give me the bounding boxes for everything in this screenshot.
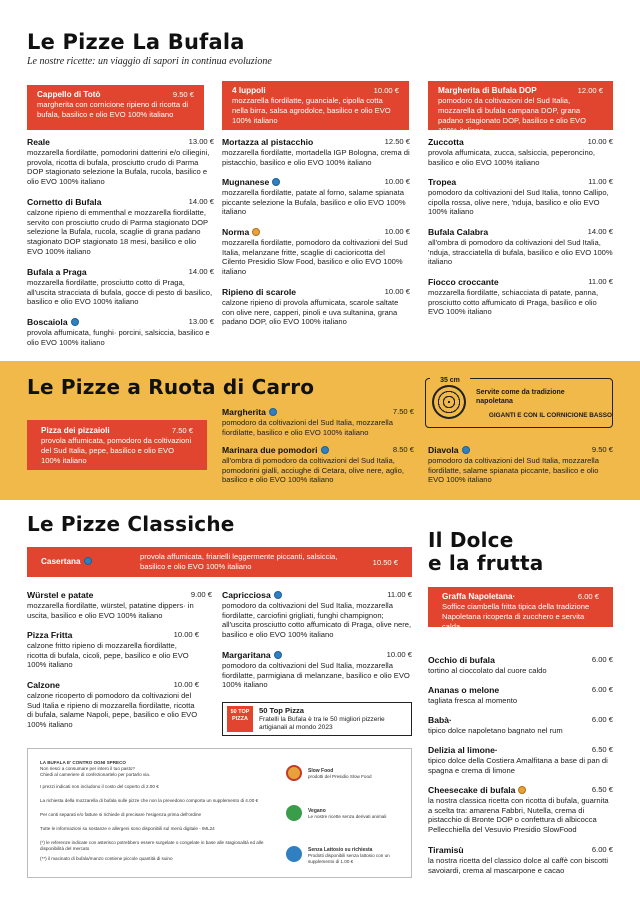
item-price: 7.50 €	[392, 407, 414, 416]
item-name: Margaritana	[222, 650, 271, 660]
item-price: 13.00 €	[188, 317, 214, 326]
item-price: 9.50 €	[172, 90, 194, 99]
menu-item[interactable]	[27, 680, 199, 730]
badge-tradition: Servite come da tradizione napoletana	[476, 389, 565, 405]
lactose-free-icon	[321, 446, 329, 454]
item-name: Capricciosa	[222, 590, 271, 600]
item-desc: calzone fritto ripieno di mozzarella fiordilatte, ricotta di bufala, cicoli, pepe, basilico e olio EVO 100% italiano	[27, 641, 189, 670]
note-line: Tutte le informazioni su sostanze e allergeni sono disponibili sul menù digitale - IML24	[40, 826, 215, 831]
item-price: 6.50 €	[591, 745, 613, 754]
note-line: I prezzi indicati non includono il costo del coperto di 2.00 €	[40, 784, 159, 789]
legend-desc: Le nostre ricette senza derivati animali	[308, 814, 387, 819]
item-desc: all'ombra di pomodoro da coltivazioni del Sud Italia, 'nduja, stracciatella di bufala, basilico e olio EVO 100% italiano	[428, 238, 613, 267]
lactose-free-icon	[274, 651, 282, 659]
item-desc: mozzarella fiordilatte, pomodorini datterini e/o ciliegini, provola, ricotta di bufala, prosciutto crudo di Parma DOP stagionato selezione la Bufala, rucola, basilico e olio EVO 100% italiano	[27, 148, 210, 187]
section-subtitle: Le nostre ricette: un viaggio di sapori in continua evoluzione	[27, 56, 272, 67]
item-desc: pomodoro da coltivazioni del Sud Italia, mozzarella fiordilatte, basilico e olio EVO 100% italiano	[222, 418, 393, 437]
item-name: Ripieno di scarole	[222, 287, 297, 297]
legend-title: Slow Food	[308, 768, 334, 774]
item-price: 11.00 €	[387, 590, 412, 599]
item-desc: provola affumicata, zucca, salsiccia, peperoncino, basilico e olio EVO 100% italiano	[428, 148, 596, 167]
menu-item[interactable]	[27, 267, 214, 307]
item-desc: mozzarella fiordilatte, patate al forno, salame spianata piccante selezione la Bufala, basilico e olio EVO 100% italiano	[222, 188, 406, 217]
item-price: 10.00 €	[386, 650, 412, 659]
legend-desc: Prodotti disponibili senza lattosio con un supplemento di 1.00 €	[308, 853, 390, 864]
item-name: Würstel e patate	[27, 590, 94, 600]
item-desc: calzone ricoperto di pomodoro da coltivazioni del Sud Italia e ripieno di mozzarella fiordilatte, ricotta di bufala, salame Napoli, pepe, basilico e olio EVO 100% italiano	[27, 691, 198, 730]
item-price: 6.00 €	[591, 685, 613, 694]
menu-item[interactable]	[428, 137, 613, 167]
item-desc: tipico dolce napoletano bagnato nel rum	[428, 726, 563, 735]
item-name: Delizia al limone·	[428, 745, 498, 755]
legend-desc: prodotti del Presidio Slow Food	[308, 774, 372, 779]
section-title-bufala: Le Pizze La Bufala	[27, 30, 245, 54]
lactose-free-icon	[84, 557, 92, 565]
menu-item[interactable]	[428, 715, 613, 736]
size-badge	[425, 378, 613, 428]
menu-item[interactable]	[27, 197, 214, 257]
item-name: Graffa Napoletana·	[442, 592, 516, 601]
item-price: 10.50 €	[372, 558, 398, 567]
item-name: Diavola	[428, 445, 459, 455]
lactose-free-icon	[462, 446, 470, 454]
section-title-ruota: Le Pizze a Ruota di Carro	[27, 375, 315, 399]
item-name: Casertana	[41, 557, 81, 566]
note-line: Per conti separati e/o fatture si richiede di precisare l'esigenza prima dell'ordine	[40, 812, 202, 817]
notes-heading: LA BUFALA E' CONTRO OGNI SPRECO	[40, 760, 126, 765]
lactose-free-icon	[71, 318, 79, 326]
item-desc: pomodoro da coltivazioni del Sud Italia, mozzarella di bufala campana DOP, grana padano stagionato DOP, basilico e olio EVO 100% italiano	[438, 96, 587, 135]
item-price: 14.00 €	[188, 267, 214, 276]
award-title: 50 Top Pizza	[259, 706, 305, 715]
item-desc: provola affumicata, friarielli leggermente piccanti, salsiccia, basilico e olio EVO 100% italiano	[140, 552, 338, 571]
item-desc: Soffice ciambella fritta tipica della tradizione Napoletana ricoperta di zucchero e servita calda	[442, 602, 590, 631]
legend-title: Senza Lattosio su richiesta	[308, 847, 373, 853]
item-desc: la nostra classica ricetta con ricotta di bufala, guarnita a scelta tra: amarena Fabbri, Nutella, crema di pistacchio di Bronte DOP o confettura di albicocca Pellecchiella del Vesuvio Presidio SlowFood	[428, 796, 609, 835]
menu-item[interactable]	[27, 590, 212, 620]
menu-item[interactable]	[428, 785, 613, 835]
item-price: 6.00 €	[591, 655, 613, 664]
item-name: Bufala a Praga	[27, 267, 87, 277]
menu-item[interactable]	[222, 137, 410, 167]
award-desc: Fratelli la Bufala è tra le 50 migliori pizzerie artigianali al mondo 2023	[259, 716, 385, 731]
menu-item[interactable]	[222, 407, 414, 437]
item-desc: la nostra ricetta del classico dolce al caffè con biscotti savoiardi, crema al mascarpone e cacao	[428, 856, 609, 875]
item-name: Ananas o melone	[428, 685, 500, 695]
item-desc: pomodoro da coltivazioni del Sud Italia, tonno Callipo, cipolla rossa, olive nere, 'nduja, basilico e olio EVO 100% italiano	[428, 188, 609, 217]
notes-box	[27, 748, 412, 878]
menu-item[interactable]	[222, 590, 412, 640]
item-price: 10.00 €	[384, 177, 410, 186]
item-price: 14.00 €	[188, 197, 214, 206]
slow-food-icon	[518, 786, 526, 794]
menu-item[interactable]	[222, 650, 412, 690]
item-name: Calzone	[27, 680, 60, 690]
lactose-free-icon	[272, 178, 280, 186]
item-name: Fiocco croccante	[428, 277, 499, 287]
menu-item[interactable]	[428, 685, 613, 706]
item-name: Reale	[27, 137, 50, 147]
menu-item[interactable]	[222, 445, 414, 485]
item-name: Tropea	[428, 177, 457, 187]
note-line: Chiedi al cameriere di confezionartelo per portarlo via.	[40, 772, 151, 777]
item-desc: provola affumicata, pomodoro da coltivazioni del Sud Italia, pepe, basilico e olio EVO 100% italiano	[41, 436, 192, 465]
item-price: 14.00 €	[587, 227, 613, 236]
item-name: Cappello di Totò	[37, 90, 101, 99]
item-name: Margherita	[222, 407, 266, 417]
legend-title: Vegano	[308, 808, 326, 814]
item-name: Mugnanese	[222, 177, 270, 187]
item-price: 6.00 €	[591, 715, 613, 724]
item-name: Pizza Fritta	[27, 630, 73, 640]
item-name: Boscaiola	[27, 317, 68, 327]
item-desc: tagliata fresca al momento	[428, 696, 518, 705]
item-price: 7.50 €	[171, 426, 193, 435]
note-line: La richiesta della mozzarella di bufala sulle pizze che non la prevedono comporta un supplemento di 4.00 €	[40, 798, 259, 803]
item-price: 10.00 €	[173, 680, 199, 689]
menu-item[interactable]	[428, 845, 613, 875]
featured-4luppoli[interactable]	[222, 81, 409, 130]
featured-pizza-pizzaioli[interactable]	[27, 420, 207, 470]
menu-item[interactable]	[428, 445, 613, 485]
item-price: 11.00 €	[588, 177, 613, 186]
item-name: Cornetto di Bufala	[27, 197, 102, 207]
section-title-dolce-2: e la frutta	[428, 551, 544, 575]
menu-item[interactable]	[27, 317, 214, 347]
note-line: (*) le referenze indicate con asterisco potrebbero essere surgelate o congelate in base alle stagionalità ed alle disponibilità del mercato	[40, 840, 264, 851]
featured-cappello[interactable]	[27, 85, 204, 130]
menu-item[interactable]	[428, 655, 613, 676]
slow-food-legend-icon	[286, 765, 302, 781]
item-desc: all'ombra di pomodoro da coltivazioni del Sud Italia, pomodorini gialli, acciughe di Cetara, olive nere, aglio, basilico e olio EVO 100% italiano	[222, 456, 404, 485]
menu-item[interactable]	[222, 177, 410, 217]
item-name: Pizza dei pizzaioli	[41, 426, 110, 435]
item-price: 6.50 €	[591, 785, 613, 794]
item-desc: calzone ripieno di provola affumicata, scarole saltate con olive nere, capperi, pinoli e uva sultanina, grana padano DOP, olio EVO 100% italiano	[222, 298, 399, 327]
vegan-legend-icon	[286, 805, 302, 821]
item-price: 6.00 €	[591, 845, 613, 854]
item-desc: provola affumicata, funghi· porcini, salsiccia, basilico e olio EVO 100% italiano	[27, 328, 210, 347]
item-desc: pomodoro da coltivazioni del Sud Italia, mozzarella fiordilatte, salame spianata piccante, basilico e olio EVO 100% italiano	[428, 456, 599, 485]
item-price: 6.00 €	[577, 592, 599, 601]
featured-casertana[interactable]	[27, 547, 412, 577]
item-price: 10.00 €	[373, 86, 399, 95]
lactose-free-icon	[269, 408, 277, 416]
item-price: 12.50 €	[384, 137, 410, 146]
item-price: 10.00 €	[173, 630, 199, 639]
item-name: 4 luppoli	[232, 86, 266, 95]
menu-item[interactable]	[428, 227, 613, 267]
menu-item[interactable]	[27, 137, 214, 187]
featured-graffa[interactable]	[428, 587, 613, 631]
pizza-size-label: 35 cm	[430, 377, 470, 384]
menu-item[interactable]	[428, 277, 613, 317]
item-name: Zuccotta	[428, 137, 464, 147]
item-price: 8.50 €	[392, 445, 414, 454]
item-price: 13.00 €	[188, 137, 214, 146]
menu-item[interactable]	[222, 227, 410, 277]
featured-margherita-bufala[interactable]	[428, 81, 613, 135]
item-price: 11.00 €	[588, 277, 613, 286]
item-name: Occhio di bufala	[428, 655, 495, 665]
item-price: 10.00 €	[384, 287, 410, 296]
menu-item[interactable]	[222, 287, 410, 327]
menu-item[interactable]	[27, 630, 199, 670]
item-name: Tiramisù	[428, 845, 464, 855]
item-desc: calzone ripieno di emmenthal e mozzarella fiordilatte, servito con prosciutto crudo di Parma stagionato DOP selezione la Bufala, rucola, scaglie di grana padano stagionato DOP stagionato 18 mesi, basilico e olio EVO 100% italiano	[27, 208, 208, 256]
item-name: Bufala Calabra	[428, 227, 489, 237]
item-name: Mortazza al pistacchio	[222, 137, 314, 147]
item-name: Norma	[222, 227, 250, 237]
item-desc: mozzarella fiordilatte, prosciutto cotto di Praga, all'uscita stracciata di bufala, gocce di pesto di basilico, basilico e olio EVO 100% italiano	[27, 278, 213, 307]
item-desc: mozzarella fiordilatte, pomodoro da coltivazioni del Sud Italia, melanzane fritte, scaglie di cacioricotta del Cilento Presidio Slow Food, basilico e olio EVO 100% italiano	[222, 238, 408, 277]
menu-item[interactable]	[428, 745, 613, 775]
item-desc: pomodoro da coltivazioni del Sud Italia, mozzarella fiordilatte, parmigiana di melanzane, basilico e olio EVO 100% italiano	[222, 661, 410, 690]
slow-food-icon	[252, 228, 260, 236]
badge-giant: GIGANTI E CON IL CORNICIONE BASSO	[488, 412, 612, 419]
item-name: Margherita di Bufala DOP	[438, 86, 537, 95]
award-box	[222, 702, 412, 736]
item-price: 12.00 €	[577, 86, 603, 95]
section-title-classiche: Le Pizze Classiche	[27, 512, 235, 536]
note-line: (**) il macinato di bufala/manzo contiene piccole quantità di suino	[40, 856, 173, 861]
item-desc: margherita con cornicione ripieno di ricotta di bufala, basilico e olio EVO 100% italiano	[37, 100, 189, 119]
item-name: Marinara due pomodori	[222, 445, 318, 455]
section-title-dolce-1: Il Dolce	[428, 528, 514, 552]
item-desc: tortino al cioccolato dal cuore caldo	[428, 666, 547, 675]
item-desc: mozzarella fiordilatte, schiacciata di patate, panna, prosciutto cotto affumicato di Praga, basilico e olio EVO 100% italiano	[428, 288, 599, 317]
item-price: 9.50 €	[591, 445, 613, 454]
menu-item[interactable]	[428, 177, 613, 217]
item-price: 10.00 €	[384, 227, 410, 236]
item-desc: mozzarella fiordilatte, guanciale, cipolla cotta nella birra, salsa agrodolce, basilico e olio EVO 100% italiano	[232, 96, 391, 125]
item-price: 10.00 €	[587, 137, 613, 146]
lactose-free-legend-icon	[286, 846, 302, 862]
note-line: Non riesci a consumare per intero il tuo pasto?	[40, 766, 135, 771]
lactose-free-icon	[274, 591, 282, 599]
top-pizza-logo: 50 TOP PIZZA	[227, 706, 253, 732]
item-name: Cheesecake di bufala	[428, 785, 516, 795]
item-price: 9.00 €	[190, 590, 212, 599]
item-desc: tipico dolce della Costiera Amalfitana a base di pan di spagna e crema di limone	[428, 756, 608, 775]
item-desc: pomodoro da coltivazioni del Sud Italia, mozzarella fiordilatte, carciofini grigliati, funghi champignon; all'uscita prosciutto cotto affumicato di Praga, olive nere, basilico e olio EVO 100% italiano	[222, 601, 412, 640]
item-desc: mozzarella fiordilatte, würstel, patatine dippers· in uscita, basilico e olio EVO 100% italiano	[27, 601, 194, 620]
item-desc: mozzarella fiordilatte, mortadella IGP Bologna, crema di pistacchio, basilico e olio EVO 100% italiano	[222, 148, 410, 167]
item-name: Babà·	[428, 715, 452, 725]
